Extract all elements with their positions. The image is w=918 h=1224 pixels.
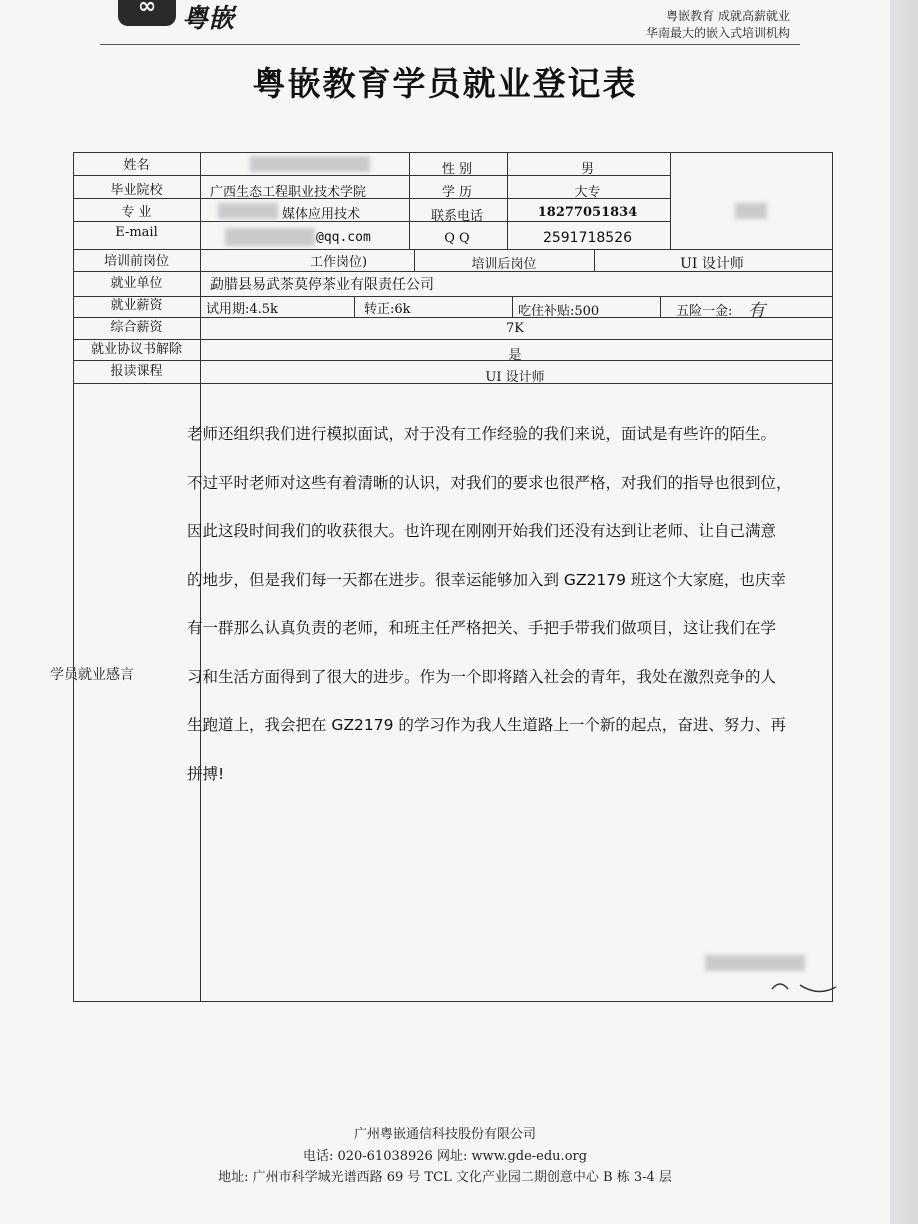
allowance: 吃住补贴:500 bbox=[518, 304, 600, 319]
email-label: E-mail bbox=[115, 225, 158, 240]
school-value: 广西生态工程职业技术学院 bbox=[210, 185, 367, 200]
signature-scribble-icon bbox=[770, 975, 840, 995]
education-label: 学 历 bbox=[441, 185, 473, 200]
email-redacted bbox=[225, 228, 315, 246]
feedback-label: 学员就业感言 bbox=[50, 667, 134, 683]
agreement-label: 就业协议书解除 bbox=[90, 342, 182, 357]
email-value: @qq.com bbox=[316, 230, 371, 245]
post-job-value: UI 设计师 bbox=[680, 256, 744, 272]
gender-label: 性 别 bbox=[441, 162, 473, 177]
essay-line: 生跑道上，我会把在 GZ2179 的学习作为我人生道路上一个新的起点，奋进、努力、再 bbox=[187, 716, 786, 734]
column-divider bbox=[660, 296, 661, 317]
essay-line: 拼搏! bbox=[187, 764, 225, 783]
company-logo bbox=[110, 0, 250, 34]
agreement-value: 是 bbox=[508, 348, 522, 363]
photo-redacted bbox=[735, 203, 767, 219]
gender-value: 男 bbox=[580, 162, 594, 177]
essay-line: 有一群那么认真负责的老师，和班主任严格把关、手把手带我们做项目，这让我们在学 bbox=[187, 619, 777, 637]
essay-line: 习和生活方面得到了很大的进步。作为一个即将踏入社会的青年，我处在激烈竞争的人 bbox=[187, 667, 777, 686]
total-salary-value: 7K bbox=[506, 321, 524, 336]
qq-label: Q Q bbox=[444, 231, 470, 246]
insurance-handwritten: 有 bbox=[748, 301, 765, 321]
salary-label: 就业薪资 bbox=[110, 298, 163, 313]
course-label: 报读课程 bbox=[110, 364, 163, 379]
phone-label: 联系电话 bbox=[430, 209, 483, 224]
essay-line: 因此这段时间我们的收获很大。也许现在刚刚开始我们还没有达到让老师、让自己满意 bbox=[187, 522, 777, 540]
name-value-redacted bbox=[250, 156, 370, 172]
footer-contact: 电话: 020-61038926 网址: www.gde-edu.org bbox=[302, 1149, 588, 1164]
employer-value: 勐腊县易武茶莫停茶业有限责任公司 bbox=[210, 277, 434, 293]
logo-brand-text: 粤嵌 bbox=[182, 4, 235, 34]
page-title: 粤嵌教育学员就业登记表 bbox=[252, 64, 638, 103]
major-redacted bbox=[218, 203, 278, 219]
signature-redacted bbox=[705, 955, 805, 971]
post-job-label: 培训后岗位 bbox=[471, 257, 537, 272]
regular-salary: 转正:6k bbox=[364, 302, 411, 317]
essay-line: 老师还组织我们进行模拟面试，对于没有工作经验的我们来说，面试是有些许的陌生。 bbox=[187, 425, 777, 443]
header-divider bbox=[100, 44, 800, 45]
total-salary-label: 综合薪资 bbox=[110, 320, 163, 335]
course-value: UI 设计师 bbox=[485, 370, 545, 385]
probation-salary: 试用期:4.5k bbox=[206, 302, 278, 317]
phone-value: 18277051834 bbox=[537, 205, 638, 220]
major-label: 专 业 bbox=[121, 205, 152, 220]
essay-line: 的地步，但是我们每一天都在进步。很幸运能够加入到 GZ2179 班这个大家庭，也庆幸 bbox=[187, 570, 786, 589]
pre-job-value: 工作岗位) bbox=[310, 255, 368, 270]
slogan-line-1: 粤嵌教育 成就高薪就业 bbox=[666, 9, 790, 23]
insurance-label: 五险一金: bbox=[676, 304, 733, 319]
school-label: 毕业院校 bbox=[110, 183, 163, 198]
footer-company: 广州粤嵌通信科技股份有限公司 bbox=[353, 1127, 536, 1142]
row-divider bbox=[74, 221, 670, 222]
footer-address: 地址: 广州市科学城光谱西路 69 号 TCL 文化产业园二期创意中心 B 栋 3-4 层 bbox=[218, 1170, 672, 1185]
essay-line: 不过平时老师对这些有着清晰的认识，对我们的要求也很严格，对我们的指导也很到位， bbox=[187, 473, 792, 492]
feedback-essay bbox=[187, 410, 837, 798]
education-value: 大专 bbox=[574, 185, 601, 200]
qq-value: 2591718526 bbox=[542, 230, 633, 246]
slogan bbox=[646, 8, 790, 42]
pre-job-label: 培训前岗位 bbox=[103, 254, 169, 269]
major-value: 媒体应用技术 bbox=[282, 207, 361, 222]
column-divider bbox=[512, 296, 513, 317]
employer-label: 就业单位 bbox=[110, 276, 163, 291]
name-label: 姓名 bbox=[123, 158, 150, 173]
column-divider bbox=[670, 153, 671, 249]
column-divider bbox=[354, 296, 355, 317]
logo-mark-icon: ∞ bbox=[118, 0, 176, 26]
slogan-line-2: 华南最大的嵌入式培训机构 bbox=[645, 26, 790, 40]
